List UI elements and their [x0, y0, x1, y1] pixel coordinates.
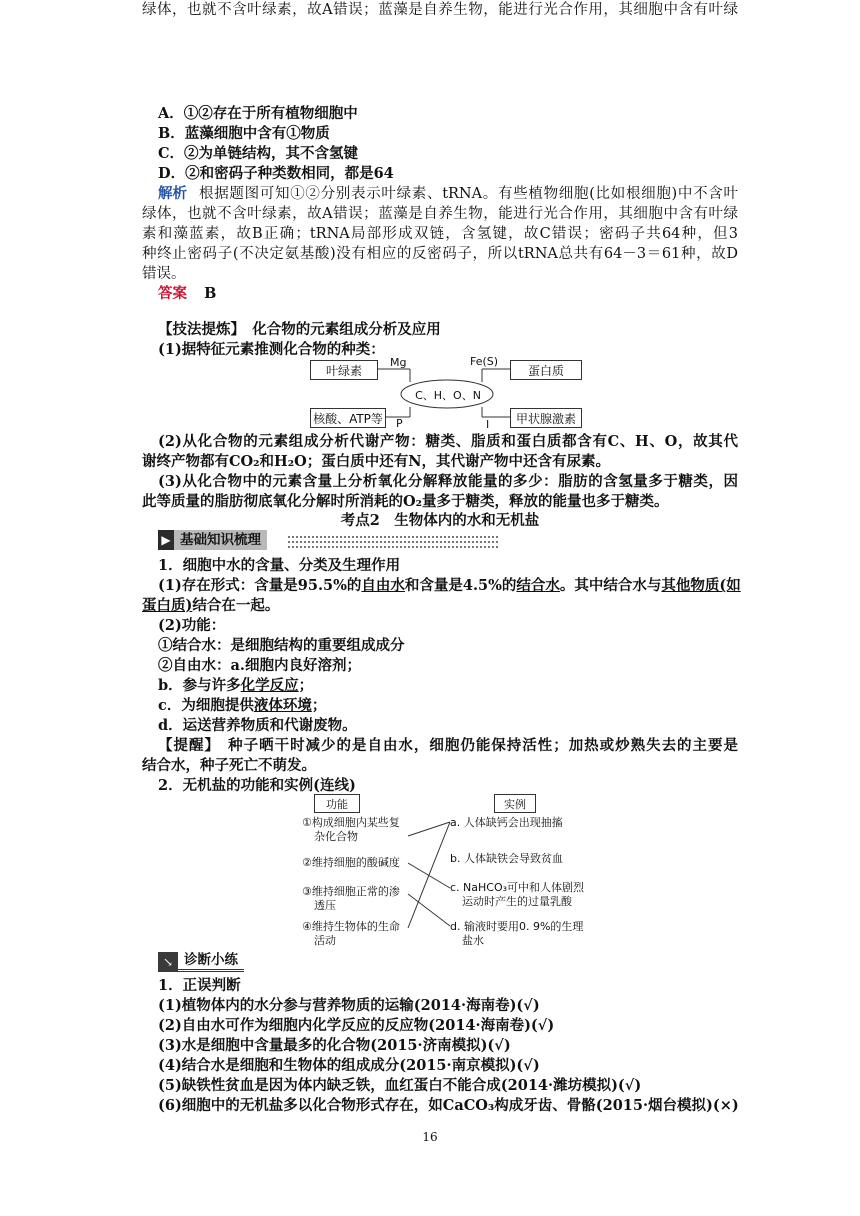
element-diagram: [310, 355, 585, 430]
col-function-title: 功能: [314, 794, 360, 813]
option-b: B．蓝藻细胞中含有①物质: [158, 125, 330, 142]
dotted-rule: [288, 536, 498, 538]
box-chlorophyll: 叶绿素: [310, 360, 378, 380]
analysis-line-1: 解析 根据题图可知①②分别表示叶绿素、tRNA。有些植物细胞(比如根细胞)中不含叶: [158, 185, 738, 202]
water-heading: 1．细胞中水的含量、分类及生理作用: [158, 557, 401, 574]
technique-item-2-line-1: (2)从化合物的元素组成分析代谢产物：糖类、脂质和蛋白质都含有C、H、O，故其代: [158, 433, 738, 450]
answer-value: B: [204, 285, 217, 302]
label-i: I: [486, 418, 490, 431]
section-title: 考点2 生物体内的水和无机盐: [340, 512, 540, 529]
function-3: ③维持细胞正常的渗 透压: [302, 885, 400, 912]
analysis-line-3: 素和藻蓝素，故B正确；tRNA局部形成双链，含氢键，故C错误；密码子共64种，但3: [142, 226, 738, 242]
judge-2: (2)自由水可作为细胞内化学反应的反应物(2014·海南卷)(√): [158, 1017, 555, 1034]
free-water-b: b．参与许多化学反应；: [158, 677, 314, 694]
page-number: 16: [422, 1130, 438, 1144]
col-example-title: 实例: [494, 794, 536, 813]
judge-4: (4)结合水是细胞和生物体的组成成分(2015·南京模拟)(√): [158, 1057, 540, 1074]
judge-5: (5)缺铁性贫血是因为体内缺乏铁，血红蛋白不能合成(2014·潍坊模拟)(√): [158, 1077, 642, 1094]
technique-item-3-line-1: (3)从化合物中的元素含量上分析氧化分解释放能量的多少：脂肪的含氢量多于糖类，因: [158, 473, 738, 490]
answer-line: [158, 284, 738, 304]
analysis-label: 解析: [158, 185, 187, 202]
analysis-line-2: 绿体，也就不含叶绿素，故A错误；蓝藻是自养生物，能进行光合作用，其细胞中含有叶绿: [142, 2, 738, 18]
function-1: ①构成细胞内某些复 杂化合物: [302, 816, 400, 843]
option-d: D．②和密码子种类数相同，都是64: [158, 165, 394, 182]
option-c: C．②为单链结构，其不含氢键: [158, 145, 359, 162]
practice-banner: ↘ 诊断小练: [158, 952, 244, 972]
dotted-rule-3: [288, 546, 498, 548]
free-water-c: c．为细胞提供液体环境；: [158, 697, 327, 714]
judge-6: (6)细胞中的无机盐多以化合物形式存在，如CaCO₃构成牙齿、骨骼(2015·烟台模拟)(×): [158, 1097, 739, 1114]
box-thyroxine: 甲状腺激素: [510, 408, 582, 428]
basic-knowledge-banner: ▶ 基础知识梳理: [158, 530, 267, 550]
reminder-line-2: 结合水，种子死亡不萌发。: [142, 757, 316, 774]
analysis-line-4: 种终止密码子(不决定氨基酸)没有相应的反密码子，所以tRNA总共有64－3＝61种，故D: [142, 246, 738, 262]
judge-1: (1)植物体内的水分参与营养物质的运输(2014·海南卷)(√): [158, 997, 540, 1014]
label-fes: Fe(S): [470, 355, 499, 368]
water-form-line-1: (1)存在形式：含量是95.5%的自由水和含量是4.5%的结合水。其中结合水与其他物质(如: [158, 577, 741, 594]
water-function: (2)功能：: [158, 617, 226, 634]
reminder-line-1: 【提醒】 种子晒干时减少的是自由水，细胞仍能保持活性；加热或炒熟失去的主要是: [158, 737, 738, 754]
technique-title: 【技法提炼】 化合物的元素组成分析及应用: [158, 321, 441, 338]
judge-3: (3)水是细胞中含量最多的化合物(2015·济南模拟)(√): [158, 1037, 511, 1054]
technique-item-2-line-2: 谢终产物都有CO₂和H₂O；蛋白质中还有N，其代谢产物中还含有尿素。: [142, 453, 610, 470]
example-a: a. 人体缺钙会出现抽搐: [450, 816, 563, 829]
ellipse-elements: C、H、O、N: [415, 389, 481, 402]
practice-heading: 1．正误判断: [158, 977, 241, 994]
technique-item-1: (1)据特征元素推测化合物的种类：: [158, 341, 385, 358]
analysis-line-5: 错误。: [142, 266, 186, 282]
option-a: A．①②存在于所有植物细胞中: [158, 105, 358, 122]
answer-label: 答案: [158, 285, 187, 302]
example-d: d. 输液时要用0. 9%的生理 盐水: [450, 920, 584, 947]
label-mg: Mg: [390, 356, 407, 369]
technique-item-3-line-2: 此等质量的脂肪彻底氧化分解时所消耗的O₂量多于糖类，释放的能量也多于糖类。: [142, 493, 669, 510]
example-b: b. 人体缺铁会导致贫血: [450, 852, 563, 865]
function-2: ②维持细胞的酸碱度: [302, 856, 400, 869]
free-water: ②自由水：a.细胞内良好溶剂；: [158, 657, 361, 674]
function-4: ④维持生物体的生命 活动: [302, 920, 400, 947]
bound-water: ①结合水：是细胞结构的重要组成成分: [158, 637, 405, 654]
dotted-rule-2: [288, 541, 498, 543]
box-nucleic-acid: 核酸、ATP等: [310, 408, 386, 428]
matching-diagram: [300, 794, 600, 946]
example-c: c. NaHCO₃可中和人体剧烈 运动时产生的过量乳酸: [450, 881, 585, 908]
analysis-line-2b: 绿体，也就不含叶绿素，故A错误；蓝藻是自养生物，能进行光合作用，其细胞中含有叶绿: [142, 206, 738, 222]
free-water-d: d．运送营养物质和代谢废物。: [158, 717, 357, 734]
salts-heading: 2．无机盐的功能和实例(连线): [158, 777, 356, 794]
water-form-line-2: 蛋白质)结合在一起。: [142, 597, 280, 614]
play-icon: ▶: [158, 530, 174, 550]
arrow-icon: ↘: [158, 952, 178, 972]
box-protein: 蛋白质: [510, 360, 582, 380]
label-p: P: [396, 417, 403, 430]
